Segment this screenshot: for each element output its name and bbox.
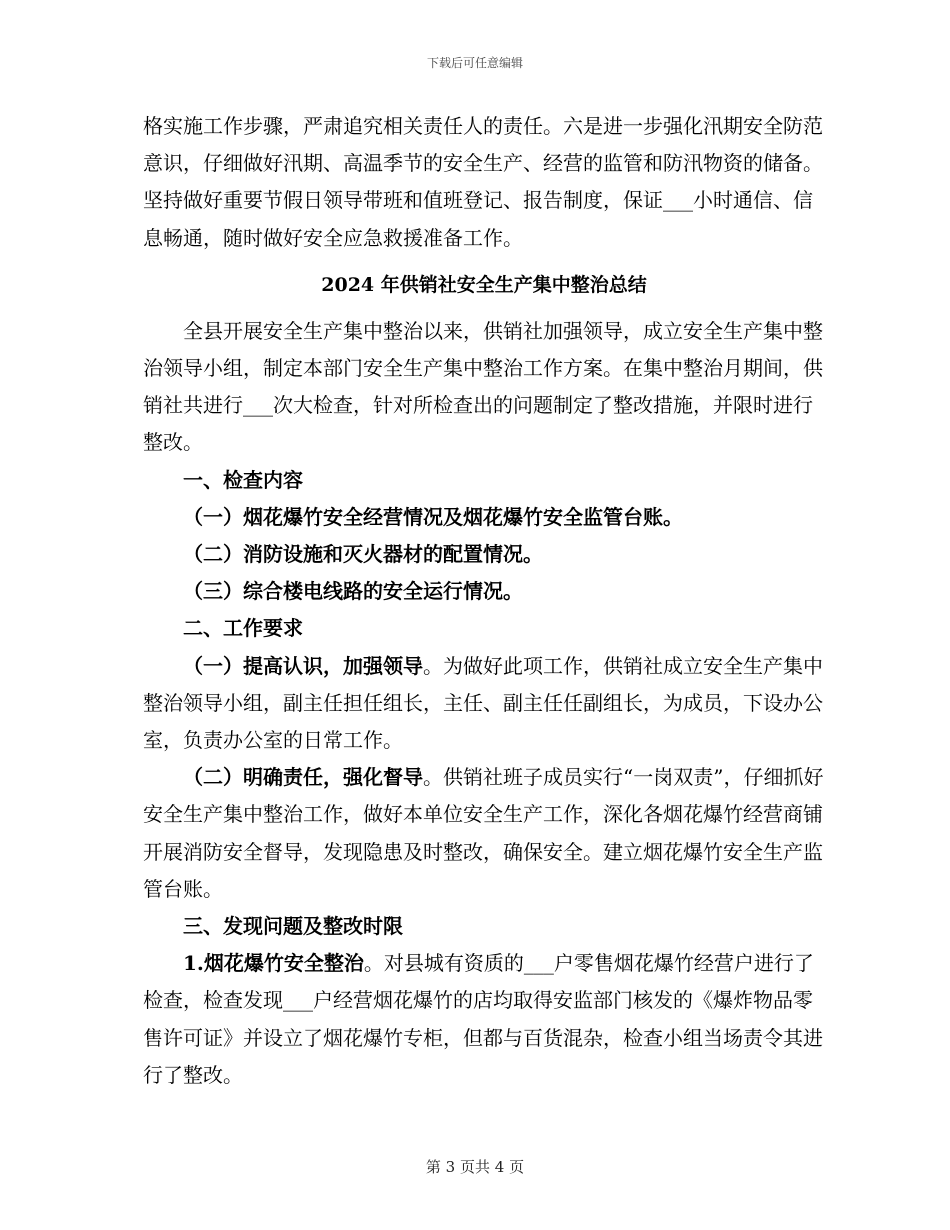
page-footer: 第 3 页共 4 页 <box>425 1158 525 1176</box>
requirement-paragraph-2 <box>143 759 825 908</box>
inspection-item-1: （一）烟花爆竹安全经营情况及烟花爆竹安全监管台账。 <box>183 504 683 529</box>
inspection-item-2: （二）消防设施和灭火器材的配置情况。 <box>183 542 543 567</box>
problem-1-lead: 1.烟花爆竹安全整治 <box>183 951 364 976</box>
problem-paragraph-1 <box>143 945 825 1094</box>
section-heading-problems: 三、发现问题及整改时限 <box>183 914 403 939</box>
requirement-1-lead: （一）提高认识，加强领导 <box>183 653 423 678</box>
requirement-2-text: 。供销社班子成员实行“一岗双责”，仔细抓好安全生产集中整治工作，做好本单位安全生产工作，深化各烟花爆竹经营商铺开展消防安全督导，发现隐患及时整改，确保安全。建立烟花爆竹安全生产监管台账。 <box>143 765 824 901</box>
continuation-paragraph: 格实施工作步骤，严肃追究相关责任人的责任。六是进一步强化汛期安全防范意识，仔细做好汛期、高温季节的安全生产、经营的监管和防汛物资的储备。坚持做好重要节假日领导带班和值班登记、报告制度，保证___小时通信、信息畅通，随时做好安全应急救援准备工作。 <box>143 114 823 250</box>
inspection-item-3: （三）综合楼电线路的安全运行情况。 <box>183 579 523 604</box>
document-body <box>143 108 825 1094</box>
section-heading-inspection: 一、检查内容 <box>183 467 303 492</box>
requirement-1-text: 。为做好此项工作，供销社成立安全生产集中整治领导小组，副主任担任组长，主任、副主任任副组长，为成员，下设办公室，负责办公室的日常工作。 <box>143 653 823 753</box>
requirement-2-lead: （二）明确责任，强化督导 <box>183 765 423 790</box>
document-title: 2024 年供销社安全生产集中整治总结 <box>321 273 647 296</box>
intro-paragraph: 全县开展安全生产集中整治以来，供销社加强领导，成立安全生产集中整治领导小组，制定本部门安全生产集中整治工作方案。在集中整治月期间，供销社共进行___次大检查，针对所检查出的问题制定了整改措施，并限时进行整改。 <box>143 318 823 455</box>
section-heading-requirements: 二、工作要求 <box>183 616 303 641</box>
requirement-paragraph-1 <box>143 648 825 760</box>
problem-1-text: 。对县城有资质的___户零售烟花爆竹经营户进行了检查，检查发现___户经营烟花爆竹的店均取得安监部门核发的《爆炸物品零售许可证》并设立了烟花爆竹专柜，但都与百货混杂，检查小组当场责令其进行了整改。 <box>143 951 823 1087</box>
page-header: 下载后可任意编辑 <box>426 56 523 70</box>
